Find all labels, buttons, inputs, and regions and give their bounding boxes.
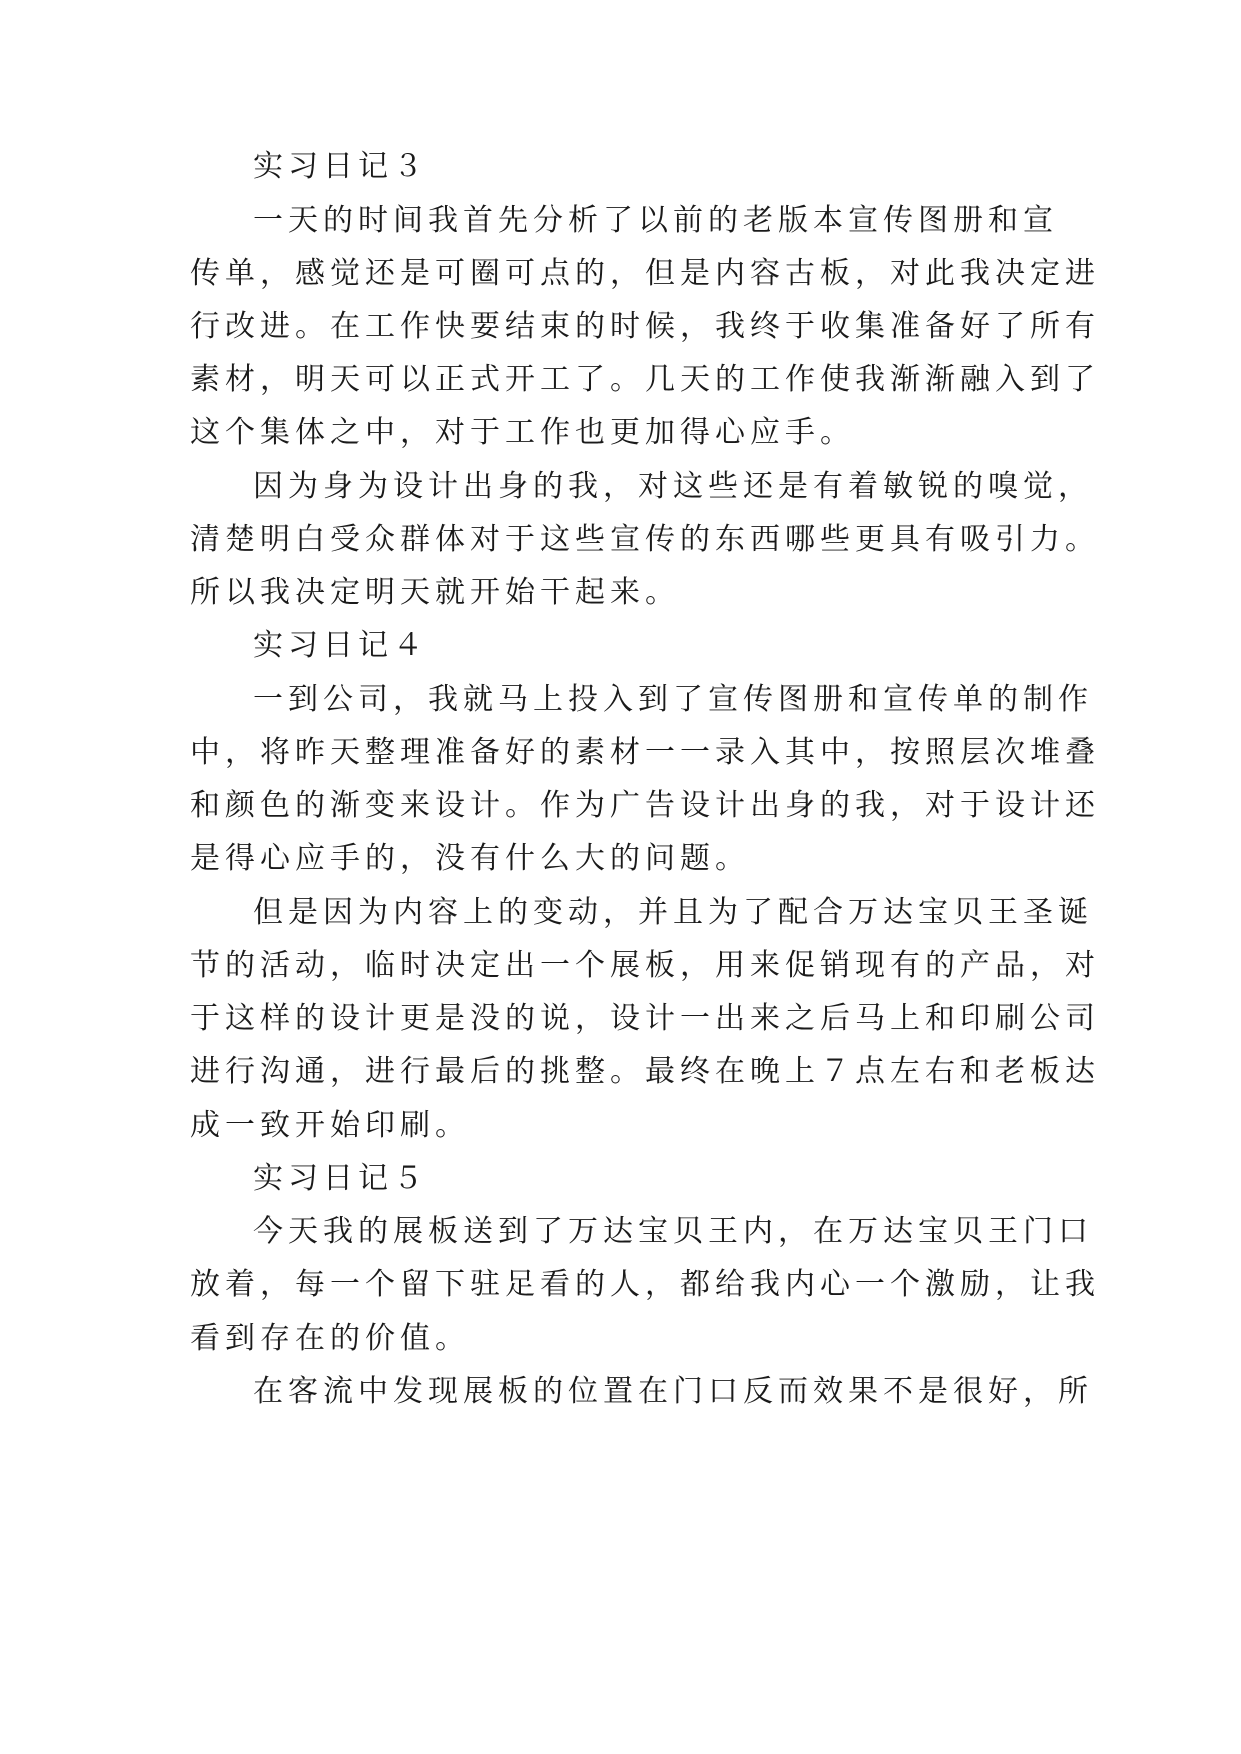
paragraph-line: 是得心应手的，没有什么大的问题。	[190, 841, 750, 876]
paragraph-line: 今天我的展板送到了万达宝贝王内，在万达宝贝王门口	[253, 1214, 1093, 1249]
paragraph-line: 这个集体之中，对于工作也更加得心应手。	[190, 415, 855, 450]
paragraph-line: 和颜色的渐变来设计。作为广告设计出身的我，对于设计还	[190, 788, 1100, 823]
diary-heading-5: 实习日记５	[253, 1161, 428, 1196]
diary-heading-4: 实习日记４	[253, 628, 428, 663]
paragraph-line: 进行沟通，进行最后的挑整。最终在晚上７点左右和老板达	[190, 1054, 1100, 1089]
paragraph-line: 节的活动，临时决定出一个展板，用来促销现有的产品，对	[190, 948, 1100, 983]
paragraph-line: 于这样的设计更是没的说，设计一出来之后马上和印刷公司	[190, 1001, 1100, 1036]
paragraph-line: 传单，感觉还是可圈可点的，但是内容古板，对此我决定进	[190, 256, 1100, 291]
paragraph-line: 行改进。在工作快要结束的时候，我终于收集准备好了所有	[190, 309, 1100, 344]
paragraph-line: 所以我决定明天就开始干起来。	[190, 575, 680, 610]
paragraph-line: 清楚明白受众群体对于这些宣传的东西哪些更具有吸引力。	[190, 522, 1100, 557]
paragraph-line: 一天的时间我首先分析了以前的老版本宣传图册和宣	[253, 203, 1058, 238]
paragraph-line: 因为身为设计出身的我，对这些还是有着敏锐的嗅觉，	[253, 469, 1093, 504]
diary-heading-3: 实习日记３	[253, 149, 428, 184]
paragraph-line: 在客流中发现展板的位置在门口反而效果不是很好，所	[253, 1374, 1093, 1409]
paragraph-line: 成一致开始印刷。	[190, 1108, 470, 1143]
paragraph-line: 看到存在的价值。	[190, 1321, 470, 1356]
paragraph-line: 素材，明天可以正式开工了。几天的工作使我渐渐融入到了	[190, 362, 1100, 397]
paragraph-line: 放着，每一个留下驻足看的人，都给我内心一个激励，让我	[190, 1267, 1100, 1302]
paragraph-line: 中，将昨天整理准备好的素材一一录入其中，按照层次堆叠	[190, 735, 1100, 770]
paragraph-line: 一到公司，我就马上投入到了宣传图册和宣传单的制作	[253, 682, 1093, 717]
paragraph-line: 但是因为内容上的变动，并且为了配合万达宝贝王圣诞	[253, 895, 1093, 930]
